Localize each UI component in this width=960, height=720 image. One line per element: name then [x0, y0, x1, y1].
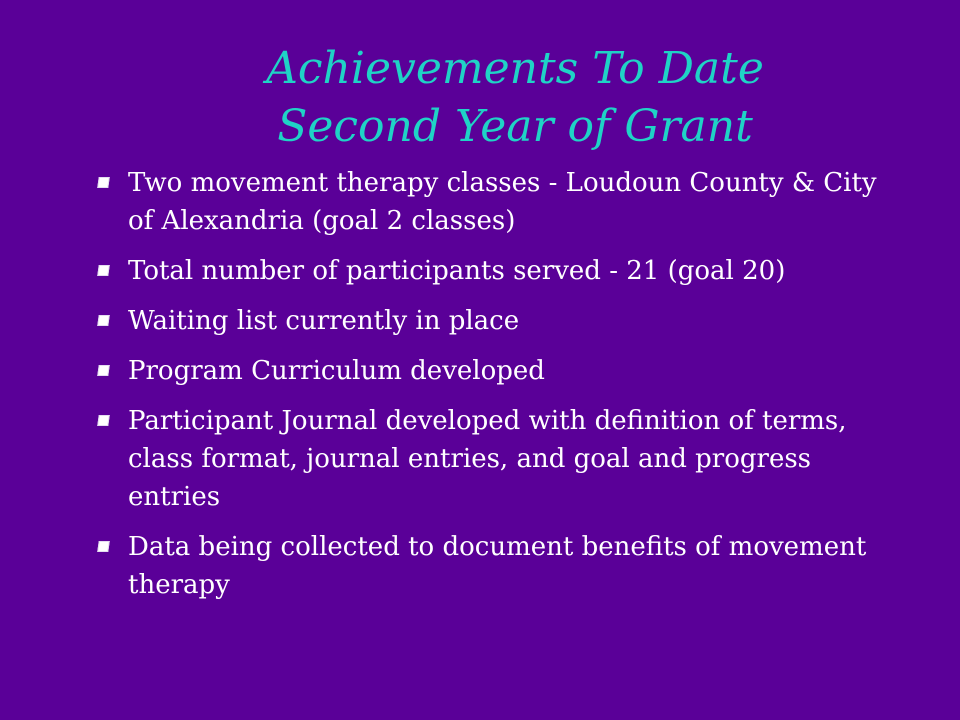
bullet-list [98, 164, 898, 616]
bullet-text: Data being collected to document benefits of movement therapy [128, 532, 867, 600]
square-bullet-icon [97, 315, 110, 326]
square-bullet-icon [97, 177, 110, 188]
bullet-text: Total number of participants served - 21 (goal 20) [128, 256, 786, 286]
bullet-item [98, 164, 898, 240]
square-bullet-icon [97, 365, 110, 376]
bullet-text: Program Curriculum developed [128, 356, 545, 386]
bullet-item [98, 402, 898, 516]
bullet-text: Participant Journal developed with definition of terms, class format, journal entries, and goal and progress entries [128, 406, 847, 512]
bullet-text: Waiting list currently in place [128, 306, 520, 336]
square-bullet-icon [97, 265, 110, 276]
square-bullet-icon [97, 415, 110, 426]
square-bullet-icon [97, 541, 110, 552]
title-line-2: Second Year of Grant [277, 101, 753, 152]
bullet-item [98, 302, 898, 340]
bullet-item [98, 252, 898, 290]
bullet-text: Two movement therapy classes - Loudoun County & City of Alexandria (goal 2 classes) [128, 168, 877, 236]
slide-title [0, 40, 960, 156]
bullet-item [98, 352, 898, 390]
title-line-1: Achievements To Date [266, 43, 764, 94]
bullet-item [98, 528, 898, 604]
